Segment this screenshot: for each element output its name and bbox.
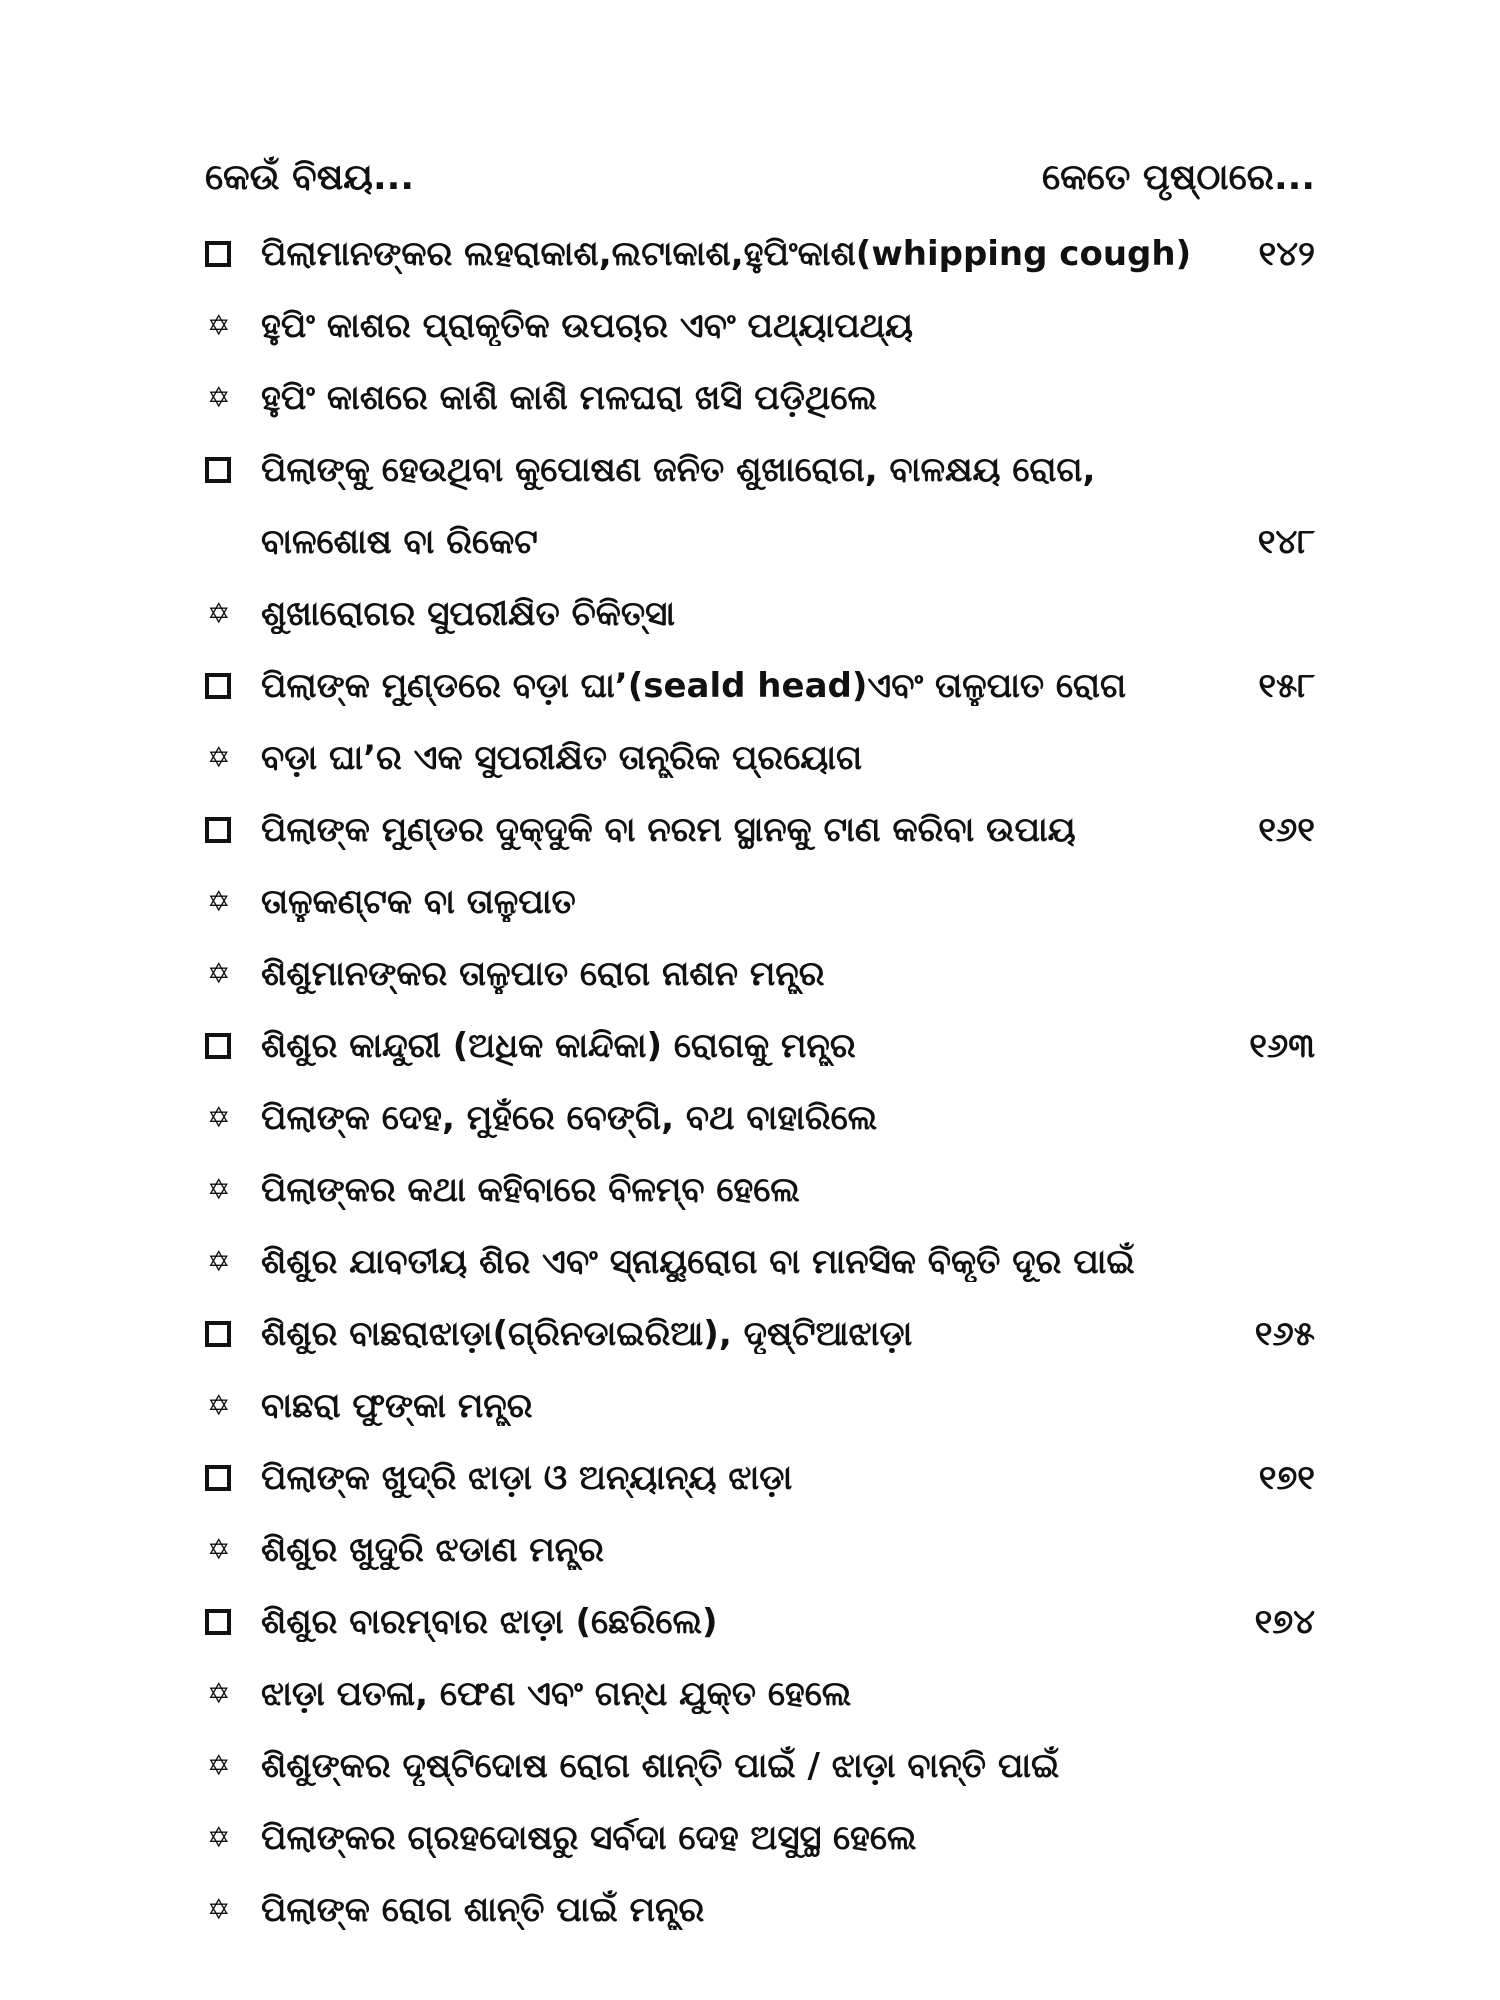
contents-header (205, 148, 1315, 208)
entry-topic: ତାଳୁକଣ୍ଟକ ବା ତାଳୁପାତ (261, 882, 576, 922)
entry-topic: ହୁପିଂ କାଶର ପ୍ରାକୃତିକ ଉପଚାର ଏବଂ ପଥ୍ୟାପଥ୍ୟ (261, 306, 914, 346)
contents-entry (205, 866, 1315, 938)
topic-column-heading: କେଉଁ ବିଷୟ... (205, 157, 415, 198)
entry-page-number: ୧୪୨ (1258, 234, 1315, 274)
star-bullet-icon (205, 1245, 261, 1278)
contents-entry (205, 1154, 1315, 1226)
entry-page-number: ୧୪୮ (1257, 522, 1315, 562)
six-point-star-icon: ✡ (207, 381, 231, 414)
six-point-star-icon: ✡ (207, 1533, 231, 1566)
square-outline-icon (205, 241, 231, 267)
contents-entry (205, 506, 1315, 578)
entry-topic: ପିଲାଙ୍କ ରୋଗ ଶାନ୍ତି ପାଇଁ ମନ୍ତ୍ର (261, 1890, 705, 1930)
contents-list (205, 218, 1315, 1946)
entry-topic: ଶିଶୁଙ୍କର ଦୃଷ୍ଟିଦୋଷ ରୋଗ ଶାନ୍ତି ପାଇଁ / ଝାଡ଼ା ବାନ୍ତି ପାଇଁ (261, 1746, 1060, 1786)
entry-topic: ପିଲାଙ୍କ ଦେହ, ମୁହଁରେ ବେଙ୍ଗି, ବଥ ବାହାରିଲେ (261, 1098, 878, 1138)
contents-entry (205, 1226, 1315, 1298)
checkbox-square-icon (205, 673, 261, 699)
entry-page-number: ୧୭୪ (1254, 1602, 1315, 1642)
entry-topic: ପିଲାଙ୍କ ଖୁଦ୍ରି ଝାଡ଼ା ଓ ଅନ୍ୟାନ୍ୟ ଝାଡ଼ା (261, 1458, 793, 1498)
contents-entry (205, 722, 1315, 794)
checkbox-square-icon (205, 1609, 261, 1635)
six-point-star-icon: ✡ (207, 1821, 231, 1854)
six-point-star-icon: ✡ (207, 1677, 231, 1710)
contents-entry (205, 1730, 1315, 1802)
contents-entry (205, 1442, 1315, 1514)
star-bullet-icon (205, 1389, 261, 1422)
entry-page-number: ୧୬୩ (1249, 1026, 1315, 1066)
square-outline-icon (205, 1609, 231, 1635)
entry-topic: ଶିଶୁର କାନ୍ଦୁରୀ (ଅଧିକ କାନ୍ଦିକା) ରୋଗକୁ ମନ୍ତ୍ର (261, 1026, 856, 1066)
star-bullet-icon (205, 597, 261, 630)
square-outline-icon (205, 1465, 231, 1491)
checkbox-square-icon (205, 1033, 261, 1059)
six-point-star-icon: ✡ (207, 957, 231, 990)
star-bullet-icon (205, 1893, 261, 1926)
square-outline-icon (205, 1321, 231, 1347)
entry-topic: ଶିଶୁର ଖୁଦୁରି ଝଡାଣ ମନ୍ତ୍ର (261, 1530, 604, 1570)
six-point-star-icon: ✡ (207, 597, 231, 630)
page-column-heading: କେତେ ପୃଷ୍ଠାରେ... (1042, 157, 1315, 198)
entry-topic: ଶିଶୁମାନଙ୍କର ତାଳୁପାତ ରୋଗ ନାଶନ ମନ୍ତ୍ର (261, 954, 825, 994)
checkbox-square-icon (205, 817, 261, 843)
square-outline-icon (205, 817, 231, 843)
six-point-star-icon: ✡ (207, 885, 231, 918)
checkbox-square-icon (205, 241, 261, 267)
contents-entry (205, 1802, 1315, 1874)
star-bullet-icon (205, 1533, 261, 1566)
contents-entry (205, 1658, 1315, 1730)
checkbox-square-icon (205, 457, 261, 483)
entry-topic: ପିଲାଙ୍କ ମୁଣ୍ଡରେ ବଡ଼ା ଘା’(seald head)ଏବଂ ତାଳୁପାତ ରୋଗ (261, 666, 1127, 706)
contents-entry (205, 1010, 1315, 1082)
star-bullet-icon (205, 957, 261, 990)
six-point-star-icon: ✡ (207, 1749, 231, 1782)
star-bullet-icon (205, 1749, 261, 1782)
entry-topic: ପିଲାଙ୍କୁ ହେଉଥିବା କୁପୋଷଣ ଜନିତ ଶୁଖାରୋଗ, ବାଳକ୍ଷୟ ରୋଗ, (261, 450, 1096, 490)
star-bullet-icon (205, 1101, 261, 1134)
contents-entry (205, 938, 1315, 1010)
star-bullet-icon (205, 381, 261, 414)
contents-entry (205, 650, 1315, 722)
star-bullet-icon (205, 741, 261, 774)
contents-entry (205, 1874, 1315, 1946)
entry-page-number: ୧୬୧ (1258, 810, 1315, 850)
contents-entry (205, 578, 1315, 650)
checkbox-square-icon (205, 1321, 261, 1347)
six-point-star-icon: ✡ (207, 741, 231, 774)
contents-entry (205, 794, 1315, 866)
entry-topic: ବାଛରା ଫୁଙ୍କା ମନ୍ତ୍ର (261, 1386, 533, 1426)
contents-entry (205, 290, 1315, 362)
star-bullet-icon (205, 1821, 261, 1854)
entry-page-number: ୧୭୧ (1258, 1458, 1315, 1498)
contents-entry (205, 218, 1315, 290)
contents-entry (205, 1082, 1315, 1154)
six-point-star-icon: ✡ (207, 1245, 231, 1278)
entry-topic: ପିଲାଙ୍କର କଥା କହିବାରେ ବିଳମ୍ବ ହେଲେ (261, 1170, 800, 1210)
star-bullet-icon (205, 309, 261, 342)
star-bullet-icon (205, 1677, 261, 1710)
contents-entry (205, 1370, 1315, 1442)
entry-topic: ଶିଶୁର ବାଛରାଝାଡ଼ା(ଗ୍ରିନଡାଇରିଆ), ଦୃଷ୍ଟିଆଝାଡ଼ା (261, 1314, 913, 1354)
square-outline-icon (205, 1033, 231, 1059)
entry-page-number: ୧୬୫ (1254, 1314, 1315, 1354)
six-point-star-icon: ✡ (207, 1893, 231, 1926)
six-point-star-icon: ✡ (207, 309, 231, 342)
square-outline-icon (205, 457, 231, 483)
star-bullet-icon (205, 1173, 261, 1206)
entry-topic: ବାଳଶୋଷ ବା ରିକେଟ (261, 522, 538, 562)
star-bullet-icon (205, 885, 261, 918)
six-point-star-icon: ✡ (207, 1101, 231, 1134)
contents-entry (205, 1298, 1315, 1370)
checkbox-square-icon (205, 1465, 261, 1491)
entry-topic: ପିଲାଙ୍କର ଗ୍ରହଦୋଷରୁ ସର୍ବଦା ଦେହ ଅସୁସ୍ଥ ହେଲେ (261, 1818, 917, 1858)
entry-topic: ଶୁଖାରୋଗର ସୁପରୀକ୍ଷିତ ଚିକିତ୍ସା (261, 594, 676, 634)
contents-entry (205, 434, 1315, 506)
contents-page (205, 148, 1315, 1946)
entry-topic: ହୁପିଂ କାଶରେ କାଶି କାଶି ମଳଘରା ଖସି ପଡ଼ିଥିଲେ (261, 378, 877, 418)
entry-topic: ପିଲାମାନଙ୍କର ଲହରାକାଶ,ଲଟାକାଶ,ହୁପିଂକାଶ(whipping cough) (261, 234, 1192, 274)
entry-topic: ବଡ଼ା ଘା’ର ଏକ ସୁପରୀକ୍ଷିତ ତାନ୍ତ୍ରିକ ପ୍ରୟୋଗ (261, 738, 863, 778)
entry-topic: ଶିଶୁର ବାରମ୍ବାର ଝାଡ଼ା (ଛେରିଲେ) (261, 1602, 718, 1642)
square-outline-icon (205, 673, 231, 699)
contents-entry (205, 1586, 1315, 1658)
contents-entry (205, 362, 1315, 434)
contents-entry (205, 1514, 1315, 1586)
entry-topic: ଝାଡ଼ା ପତଳା, ଫେଣ ଏବଂ ଗନ୍ଧ ଯୁକ୍ତ ହେଲେ (261, 1674, 852, 1714)
entry-topic: ଶିଶୁର ଯାବତୀୟ ଶିର ଏବଂ ସ୍ନାୟୁରୋଗ ବା ମାନସିକ ବିକୃତି ଦୂର ପାଇଁ (261, 1242, 1135, 1282)
entry-page-number: ୧୫୮ (1258, 666, 1315, 706)
six-point-star-icon: ✡ (207, 1173, 231, 1206)
six-point-star-icon: ✡ (207, 1389, 231, 1422)
entry-topic: ପିଲାଙ୍କ ମୁଣ୍ଡର ଦୁକ୍‌ଦୁକି ବା ନରମ ସ୍ଥାନକୁ ଟାଣ କରିବା ଉପାୟ (261, 810, 1076, 850)
